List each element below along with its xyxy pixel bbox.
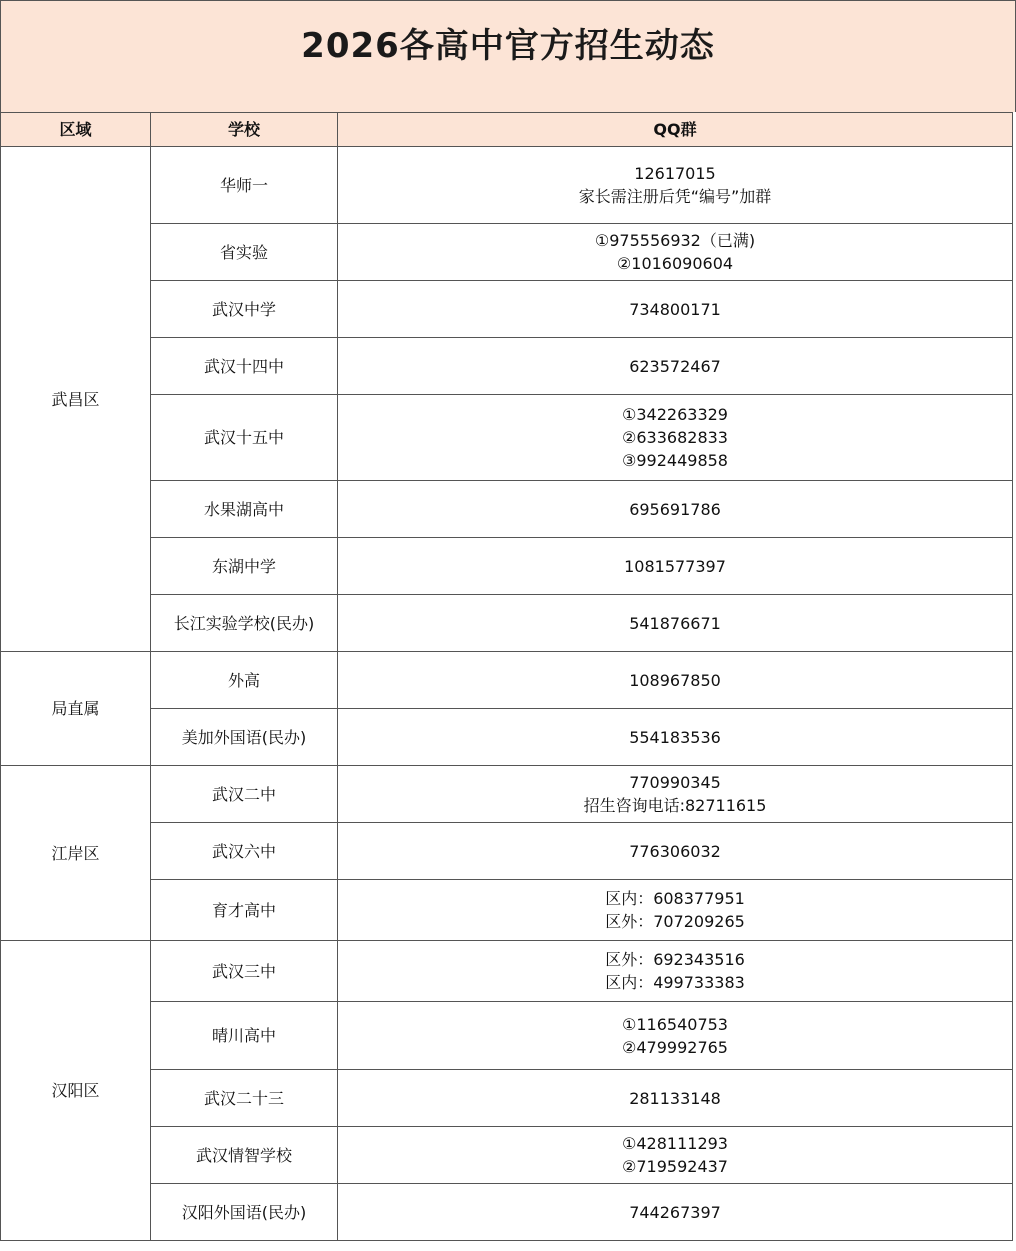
school-cell: 汉阳外国语(民办) xyxy=(151,1184,338,1241)
qq-line: 623572467 xyxy=(629,356,721,376)
qq-cell xyxy=(338,652,1013,709)
school-cell: 武汉六中 xyxy=(151,823,338,880)
header-qq: QQ群 xyxy=(338,113,1013,147)
school-cell: 华师一 xyxy=(151,147,338,224)
school-cell: 武汉二中 xyxy=(151,766,338,823)
qq-line: 734800171 xyxy=(629,299,721,319)
qq-line: 108967850 xyxy=(629,670,721,690)
school-cell: 长江实验学校(民办) xyxy=(151,595,338,652)
qq-line: ②479992765 xyxy=(622,1037,728,1057)
qq-line: 区内：499733383 xyxy=(605,973,745,992)
qq-cell xyxy=(338,1127,1013,1184)
school-cell: 水果湖高中 xyxy=(151,481,338,538)
qq-cell xyxy=(338,147,1013,224)
qq-line: ②633682833 xyxy=(622,428,728,447)
table-row xyxy=(1,652,1013,709)
table-row xyxy=(1,338,1013,395)
table-row xyxy=(1,281,1013,338)
table-row xyxy=(1,1070,1013,1127)
header-school: 学校 xyxy=(151,113,338,147)
qq-cell xyxy=(338,941,1013,1002)
qq-line: 1081577397 xyxy=(624,556,726,576)
school-cell: 晴川高中 xyxy=(151,1002,338,1070)
table-row xyxy=(1,481,1013,538)
table-row xyxy=(1,709,1013,766)
school-cell: 育才高中 xyxy=(151,880,338,941)
school-cell: 武汉情智学校 xyxy=(151,1127,338,1184)
table-row xyxy=(1,1002,1013,1070)
table-row xyxy=(1,1127,1013,1184)
header-region: 区域 xyxy=(1,113,151,147)
qq-line: ①975556932（已满) xyxy=(594,231,756,250)
region-cell: 武昌区 xyxy=(1,147,151,652)
qq-cell xyxy=(338,880,1013,941)
table-row xyxy=(1,880,1013,941)
qq-cell xyxy=(338,395,1013,481)
qq-line: 776306032 xyxy=(629,841,721,861)
page-title: 2026各高中官方招生动态 xyxy=(301,26,715,66)
qq-line: 12617015 xyxy=(634,164,716,183)
qq-cell xyxy=(338,538,1013,595)
qq-cell xyxy=(338,709,1013,766)
school-cell: 美加外国语(民办) xyxy=(151,709,338,766)
school-cell: 武汉十五中 xyxy=(151,395,338,481)
table-row xyxy=(1,147,1013,224)
qq-line: 家长需注册后凭“编号”加群 xyxy=(578,187,772,206)
table-row xyxy=(1,224,1013,281)
qq-line: 770990345 xyxy=(629,773,721,792)
qq-line: ②719592437 xyxy=(622,1157,728,1176)
qq-line: 554183536 xyxy=(629,727,721,747)
qq-cell xyxy=(338,224,1013,281)
school-cell: 外高 xyxy=(151,652,338,709)
table-row xyxy=(1,1184,1013,1241)
qq-cell xyxy=(338,766,1013,823)
qq-cell xyxy=(338,1002,1013,1070)
table-row xyxy=(1,823,1013,880)
qq-line: 区外：692343516 xyxy=(605,950,745,969)
region-cell: 江岸区 xyxy=(1,766,151,941)
qq-line: ①116540753 xyxy=(622,1014,728,1034)
qq-cell xyxy=(338,1184,1013,1241)
qq-cell xyxy=(338,481,1013,538)
table-row xyxy=(1,766,1013,823)
table-row xyxy=(1,595,1013,652)
table-row xyxy=(1,538,1013,595)
school-cell: 武汉三中 xyxy=(151,941,338,1002)
qq-cell xyxy=(338,1070,1013,1127)
table-row xyxy=(1,941,1013,1002)
qq-cell xyxy=(338,823,1013,880)
qq-line: ③992449858 xyxy=(622,451,728,470)
qq-cell xyxy=(338,338,1013,395)
table-body xyxy=(1,147,1013,1241)
qq-cell xyxy=(338,595,1013,652)
qq-line: 744267397 xyxy=(629,1202,721,1222)
qq-line: 541876671 xyxy=(629,613,721,633)
qq-line: ①428111293 xyxy=(622,1134,728,1153)
region-cell: 汉阳区 xyxy=(1,941,151,1241)
region-cell: 局直属 xyxy=(1,652,151,766)
qq-line: 区内：608377951 xyxy=(605,889,745,908)
school-cell: 武汉二十三 xyxy=(151,1070,338,1127)
qq-line: 区外：707209265 xyxy=(605,912,745,931)
qq-line: 招生咨询电话:82711615 xyxy=(583,796,767,815)
school-cell: 东湖中学 xyxy=(151,538,338,595)
qq-line: 281133148 xyxy=(629,1088,721,1108)
qq-line: ②1016090604 xyxy=(616,254,734,273)
table-row xyxy=(1,395,1013,481)
qq-cell xyxy=(338,281,1013,338)
qq-group-table xyxy=(0,112,1013,1241)
school-cell: 武汉中学 xyxy=(151,281,338,338)
title-banner xyxy=(0,0,1016,112)
qq-line: 695691786 xyxy=(629,499,721,519)
school-cell: 省实验 xyxy=(151,224,338,281)
school-cell: 武汉十四中 xyxy=(151,338,338,395)
qq-line: ①342263329 xyxy=(622,405,728,424)
header-row xyxy=(1,113,1013,147)
